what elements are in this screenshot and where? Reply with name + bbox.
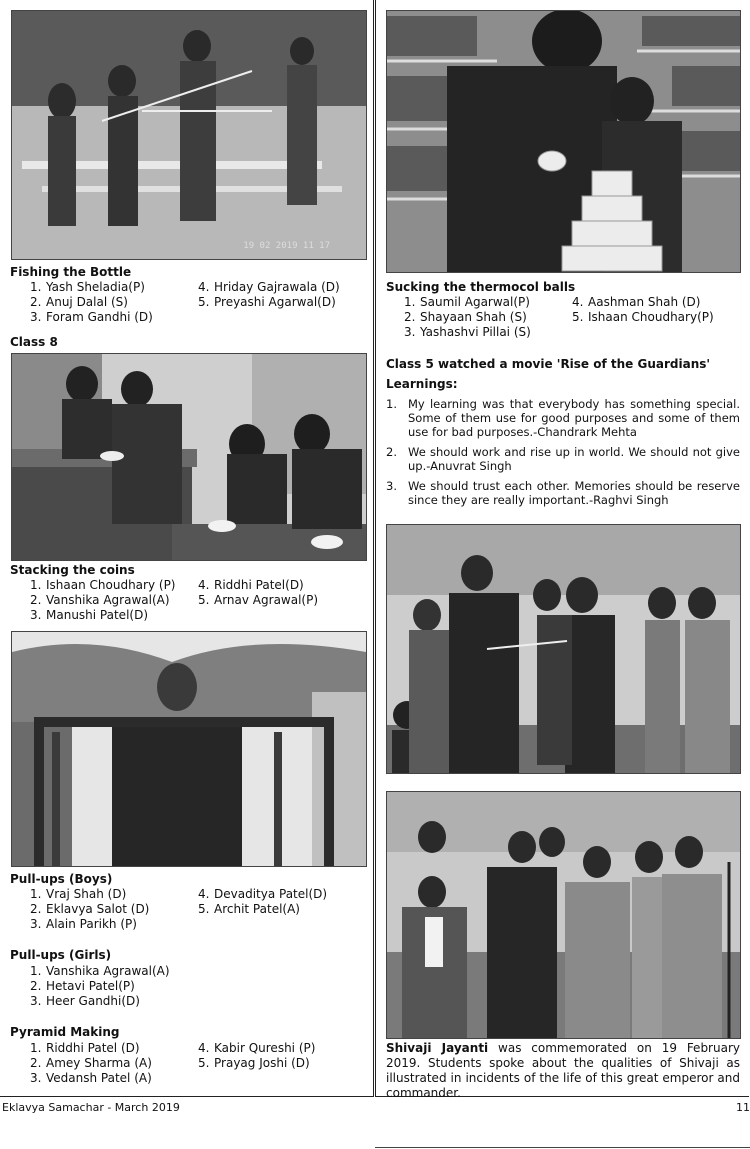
photo-fishing-the-bottle — [11, 10, 367, 260]
pull-ups-boys-item-number: 2. — [30, 902, 42, 916]
pull-ups-boys-item — [30, 917, 149, 932]
class-8-heading: Class 8 — [10, 335, 58, 349]
fishing-item — [30, 295, 153, 310]
learning-text: We should trust each other. Memories should be reserve since they are really important.-Raghvi Singh — [408, 479, 740, 507]
fishing-item-name: Yash Sheladia(P) — [46, 280, 145, 294]
fishing-item — [30, 310, 153, 325]
shivaji-jayanti-caption — [386, 1041, 740, 1101]
footer-page-number: 11 — [736, 1101, 750, 1114]
learnings-list — [386, 397, 740, 513]
fishing-item — [198, 280, 340, 295]
pull-ups-girls-list — [30, 964, 170, 1009]
pyramid-item — [198, 1041, 315, 1056]
thermocol-item-name: Yashashvi Pillai (S) — [420, 325, 531, 339]
fishing-the-bottle-heading: Fishing the Bottle — [10, 265, 132, 279]
pull-ups-boys-item-name: Vraj Shah (D) — [46, 887, 127, 901]
learning-item — [386, 479, 740, 507]
stacking-the-coins-heading: Stacking the coins — [10, 563, 135, 577]
coins-item-name: Manushi Patel(D) — [46, 608, 148, 622]
coins-item-number: 3. — [30, 608, 42, 622]
thermocol-item-number: 1. — [404, 295, 416, 309]
pull-ups-boys-item-number: 3. — [30, 917, 42, 931]
fishing-item-number: 3. — [30, 310, 42, 324]
pull-ups-boys-item-name: Devaditya Patel(D) — [214, 887, 328, 901]
learning-number: 1. — [386, 397, 397, 411]
thermocol-list-col2 — [572, 295, 714, 325]
fishing-item-number: 2. — [30, 295, 42, 309]
pyramid-item — [30, 1056, 152, 1071]
pyramid-item — [30, 1041, 152, 1056]
pull-ups-girls-item-number: 2. — [30, 979, 42, 993]
pull-ups-boys-heading: Pull-ups (Boys) — [10, 872, 113, 886]
thermocol-item-number: 3. — [404, 325, 416, 339]
coins-item — [198, 578, 318, 593]
learning-number: 3. — [386, 479, 397, 493]
coins-item-name: Riddhi Patel(D) — [214, 578, 304, 592]
coins-item — [30, 578, 175, 593]
learnings-heading: Learnings: — [386, 377, 458, 391]
footer-publication: Eklavya Samachar - March 2019 — [2, 1101, 180, 1114]
learning-text: My learning was that everybody has something special. Some of them use for good purposes and some of them use for bad purposes.-Chandrark Mehta — [408, 397, 740, 439]
pull-ups-boys-item-name: Alain Parikh (P) — [46, 917, 137, 931]
fishing-item-name: Preyashi Agarwal(D) — [214, 295, 336, 309]
pyramid-list-col2 — [198, 1041, 315, 1071]
thermocol-item-name: Shayaan Shah (S) — [420, 310, 527, 324]
fishing-item-name: Anuj Dalal (S) — [46, 295, 128, 309]
photo-stacking-the-coins — [11, 353, 367, 561]
thermocol-item-number: 4. — [572, 295, 584, 309]
pyramid-item — [198, 1056, 315, 1071]
coins-item-number: 2. — [30, 593, 42, 607]
fishing-list-col2 — [198, 280, 340, 310]
fishing-item-number: 1. — [30, 280, 42, 294]
pull-ups-boys-item — [30, 902, 149, 917]
fishing-item — [198, 295, 340, 310]
learning-item — [386, 445, 740, 473]
pyramid-item-name: Vedansh Patel (A) — [46, 1071, 152, 1085]
coins-item — [30, 593, 175, 608]
thermocol-item-name: Saumil Agarwal(P) — [420, 295, 530, 309]
fishing-item-name: Foram Gandhi (D) — [46, 310, 153, 324]
fishing-item-number: 4. — [198, 280, 210, 294]
fishing-list-col1 — [30, 280, 153, 325]
pyramid-making-heading: Pyramid Making — [10, 1025, 120, 1039]
pull-ups-girls-item-number: 1. — [30, 964, 42, 978]
pyramid-item-number: 5. — [198, 1056, 210, 1070]
thermocol-item-number: 2. — [404, 310, 416, 324]
pull-ups-boys-item — [198, 902, 327, 917]
coins-item-number: 5. — [198, 593, 210, 607]
coins-item — [30, 608, 175, 623]
pull-ups-boys-item-name: Eklavya Salot (D) — [46, 902, 150, 916]
coins-item-number: 4. — [198, 578, 210, 592]
pyramid-item-name: Prayag Joshi (D) — [214, 1056, 310, 1070]
learning-text: We should work and rise up in world. We should not give up.-Anuvrat Singh — [408, 445, 740, 473]
fishing-item-name: Hriday Gajrawala (D) — [214, 280, 340, 294]
shivaji-jayanti-title: Shivaji Jayanti — [386, 1041, 489, 1055]
pull-ups-boys-item-number: 1. — [30, 887, 42, 901]
pyramid-item — [30, 1071, 152, 1086]
thermocol-item — [572, 295, 714, 310]
sucking-thermocol-balls-heading: Sucking the thermocol balls — [386, 280, 576, 294]
thermocol-item-number: 5. — [572, 310, 584, 324]
photo-sucking-thermocol-balls — [386, 10, 741, 273]
pull-ups-girls-heading: Pull-ups (Girls) — [10, 948, 112, 962]
fishing-item — [30, 280, 153, 295]
coins-item-name: Ishaan Choudhary (P) — [46, 578, 176, 592]
pull-ups-boys-item — [198, 887, 327, 902]
coins-list-col2 — [198, 578, 318, 608]
pyramid-item-number: 3. — [30, 1071, 42, 1085]
pull-ups-girls-item — [30, 964, 170, 979]
pull-ups-boys-item-number: 4. — [198, 887, 210, 901]
pull-ups-boys-item-name: Archit Patel(A) — [214, 902, 300, 916]
coins-item-name: Vanshika Agrawal(A) — [46, 593, 170, 607]
pull-ups-girls-item-name: Hetavi Patel(P) — [46, 979, 135, 993]
pyramid-item-name: Riddhi Patel (D) — [46, 1041, 140, 1055]
thermocol-item-name: Ishaan Choudhary(P) — [588, 310, 714, 324]
photo-drama-performance — [386, 524, 741, 774]
pyramid-item-name: Amey Sharma (A) — [46, 1056, 152, 1070]
photo-date-stamp: 19 02 2019 11 17 — [243, 241, 330, 251]
fishing-item-number: 5. — [198, 295, 210, 309]
pull-ups-girls-item — [30, 994, 170, 1009]
coins-item — [198, 593, 318, 608]
thermocol-item — [572, 310, 714, 325]
thermocol-item — [404, 295, 531, 310]
pyramid-list-col1 — [30, 1041, 152, 1086]
coins-item-name: Arnav Agrawal(P) — [214, 593, 319, 607]
pull-ups-girls-item-name: Vanshika Agrawal(A) — [46, 964, 170, 978]
coins-item-number: 1. — [30, 578, 42, 592]
pyramid-item-number: 4. — [198, 1041, 210, 1055]
footer-rule — [375, 1147, 750, 1148]
thermocol-item — [404, 325, 531, 340]
thermocol-list-col1 — [404, 295, 531, 340]
photo-shivaji-jayanti — [386, 791, 741, 1039]
movie-heading: Class 5 watched a movie 'Rise of the Guardians' — [386, 357, 711, 371]
learning-item — [386, 397, 740, 439]
learning-number: 2. — [386, 445, 397, 459]
thermocol-item — [404, 310, 531, 325]
shivaji-jayanti-text: was commemorated on 19 February 2019. Students spoke about the qualities of Shivaji as illustrated in incidents of the life of this great emperor and commander. — [386, 1041, 740, 1100]
pull-ups-girls-item-name: Heer Gandhi(D) — [46, 994, 140, 1008]
coins-list-col1 — [30, 578, 175, 623]
pull-ups-boys-item — [30, 887, 149, 902]
pyramid-item-number: 1. — [30, 1041, 42, 1055]
pull-ups-boys-list-col2 — [198, 887, 327, 917]
photo-pull-ups — [11, 631, 367, 867]
pull-ups-boys-list-col1 — [30, 887, 149, 932]
pull-ups-boys-item-number: 5. — [198, 902, 210, 916]
pyramid-item-number: 2. — [30, 1056, 42, 1070]
pyramid-item-name: Kabir Qureshi (P) — [214, 1041, 316, 1055]
pull-ups-girls-item — [30, 979, 170, 994]
pull-ups-girls-item-number: 3. — [30, 994, 42, 1008]
thermocol-item-name: Aashman Shah (D) — [588, 295, 701, 309]
